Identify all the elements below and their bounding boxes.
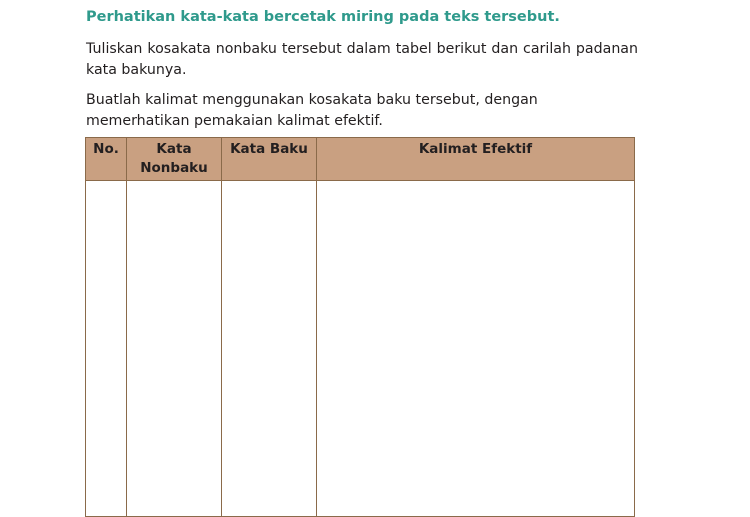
cell-kata-baku[interactable] — [222, 181, 317, 517]
paragraph-instruction-1: Tuliskan kosakata nonbaku tersebut dalam tabel berikut dan carilah padanan kata bakunya. — [86, 41, 638, 78]
paragraph-instruction-2: Buatlah kalimat menggunakan kosakata baku tersebut, dengan memerhatikan pemakaian kalimat efektif. — [86, 92, 538, 129]
instruction-heading: Perhatikan kata-kata bercetak miring pada teks tersebut. — [86, 9, 560, 25]
table-row — [86, 181, 635, 517]
column-header-kata-baku: Kata Baku — [222, 138, 317, 181]
cell-kalimat-efektif[interactable] — [317, 181, 635, 517]
column-header-kalimat-efektif: Kalimat Efektif — [317, 138, 635, 181]
table-header-row — [86, 138, 635, 181]
cell-no[interactable] — [86, 181, 127, 517]
cell-kata-nonbaku[interactable] — [127, 181, 222, 517]
column-header-no: No. — [86, 138, 127, 181]
column-header-kata-nonbaku: Kata Nonbaku — [127, 138, 222, 181]
worksheet-table — [85, 137, 635, 517]
